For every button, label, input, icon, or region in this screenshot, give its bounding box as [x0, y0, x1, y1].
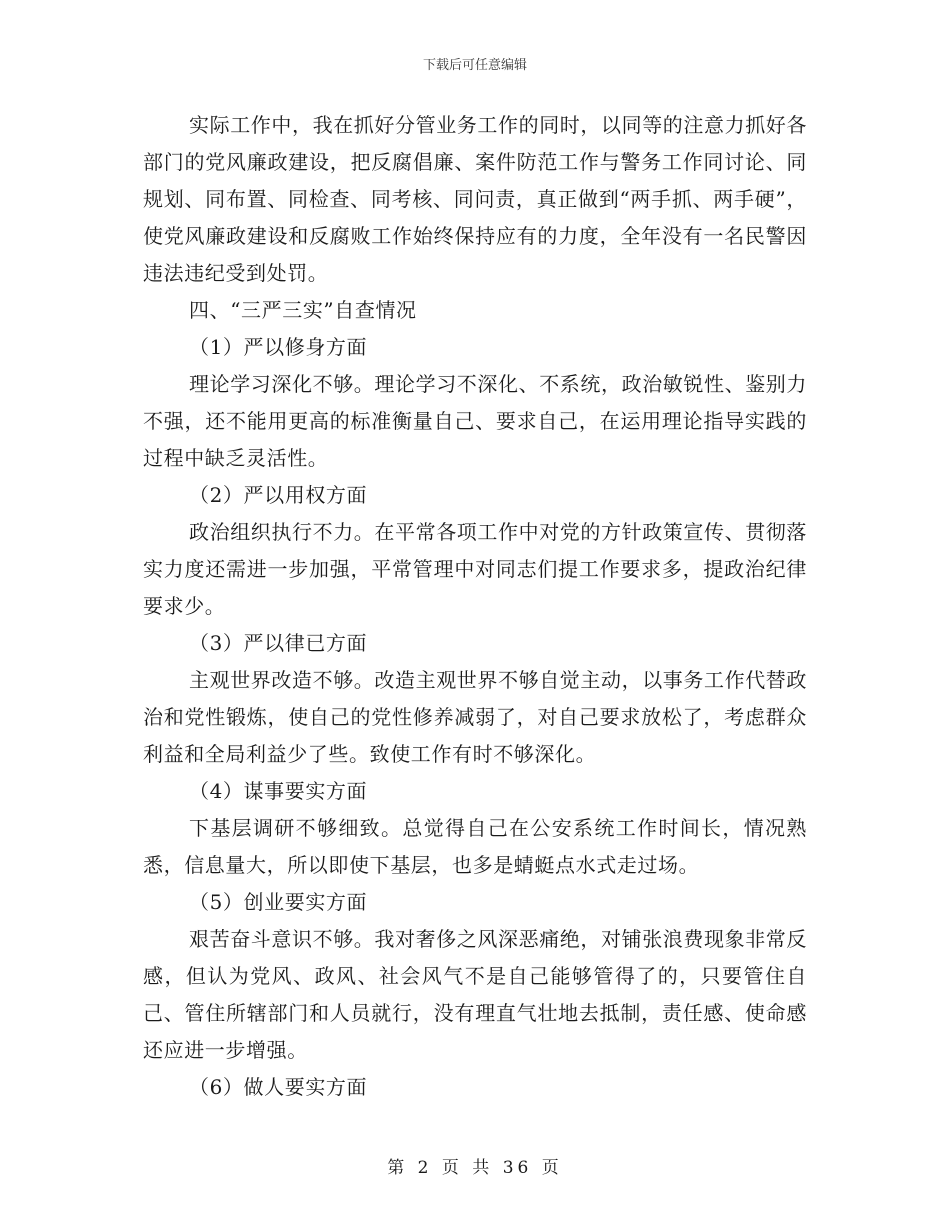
paragraph-item-1: 理论学习深化不够。理论学习不深化、不系统，政治敏锐性、鉴别力不强，还不能用更高的标准衡量自己、要求自己，在运用理论指导实践的过程中缺乏灵活性。: [143, 372, 807, 470]
item-heading-5: （5）创业要实方面: [189, 890, 368, 914]
paragraph-item-2: 政治组织执行不力。在平常各项工作中对党的方针政策宣传、贯彻落实力度还需进一步加强，平常管理中对同志们提工作要求多，提政治纪律要求少。: [143, 520, 807, 618]
item-heading-2: （2）严以用权方面: [189, 483, 368, 507]
paragraph-work-practice: 实际工作中，我在抓好分管业务工作的同时，以同等的注意力抓好各部门的党风廉政建设，把反腐倡廉、案件防范工作与警务工作同讨论、同规划、同布置、同检查、同考核、同问责，真正做到“两手抓、两手硬”，使党风廉政建设和反腐败工作始终保持应有的力度，全年没有一名民警因违法违纪受到处罚。: [143, 113, 807, 285]
paragraph-item-5: 艰苦奋斗意识不够。我对奢侈之风深恶痛绝，对铺张浪费现象非常反感，但认为党风、政风、社会风气不是自己能够管得了的，只要管住自己、管住所辖部门和人员就行，没有理直气壮地去抵制，责任感、使命感还应进一步增强。: [143, 927, 807, 1062]
document-body: [143, 107, 807, 1106]
paragraph-item-4: 下基层调研不够细致。总觉得自己在公安系统工作时间长，情况熟悉，信息量大，所以即使下基层，也多是蜻蜓点水式走过场。: [143, 816, 807, 877]
item-heading-6: （6）做人要实方面: [189, 1075, 368, 1099]
paragraph-item-3: 主观世界改造不够。改造主观世界不够自觉主动，以事务工作代替政治和党性锻炼，使自己的党性修养减弱了，对自己要求放松了，考虑群众利益和全局利益少了些。致使工作有时不够深化。: [143, 668, 807, 766]
item-heading-4: （4）谋事要实方面: [189, 779, 368, 803]
page-number-footer: 第 2 页 共 36 页: [387, 1158, 563, 1178]
item-heading-3: （3）严以律已方面: [189, 631, 368, 655]
item-heading-1: （1）严以修身方面: [189, 335, 368, 359]
page-header: 下载后可任意编辑: [422, 58, 527, 73]
section-heading-self-check: 四、“三严三实”自查情况: [189, 298, 417, 322]
